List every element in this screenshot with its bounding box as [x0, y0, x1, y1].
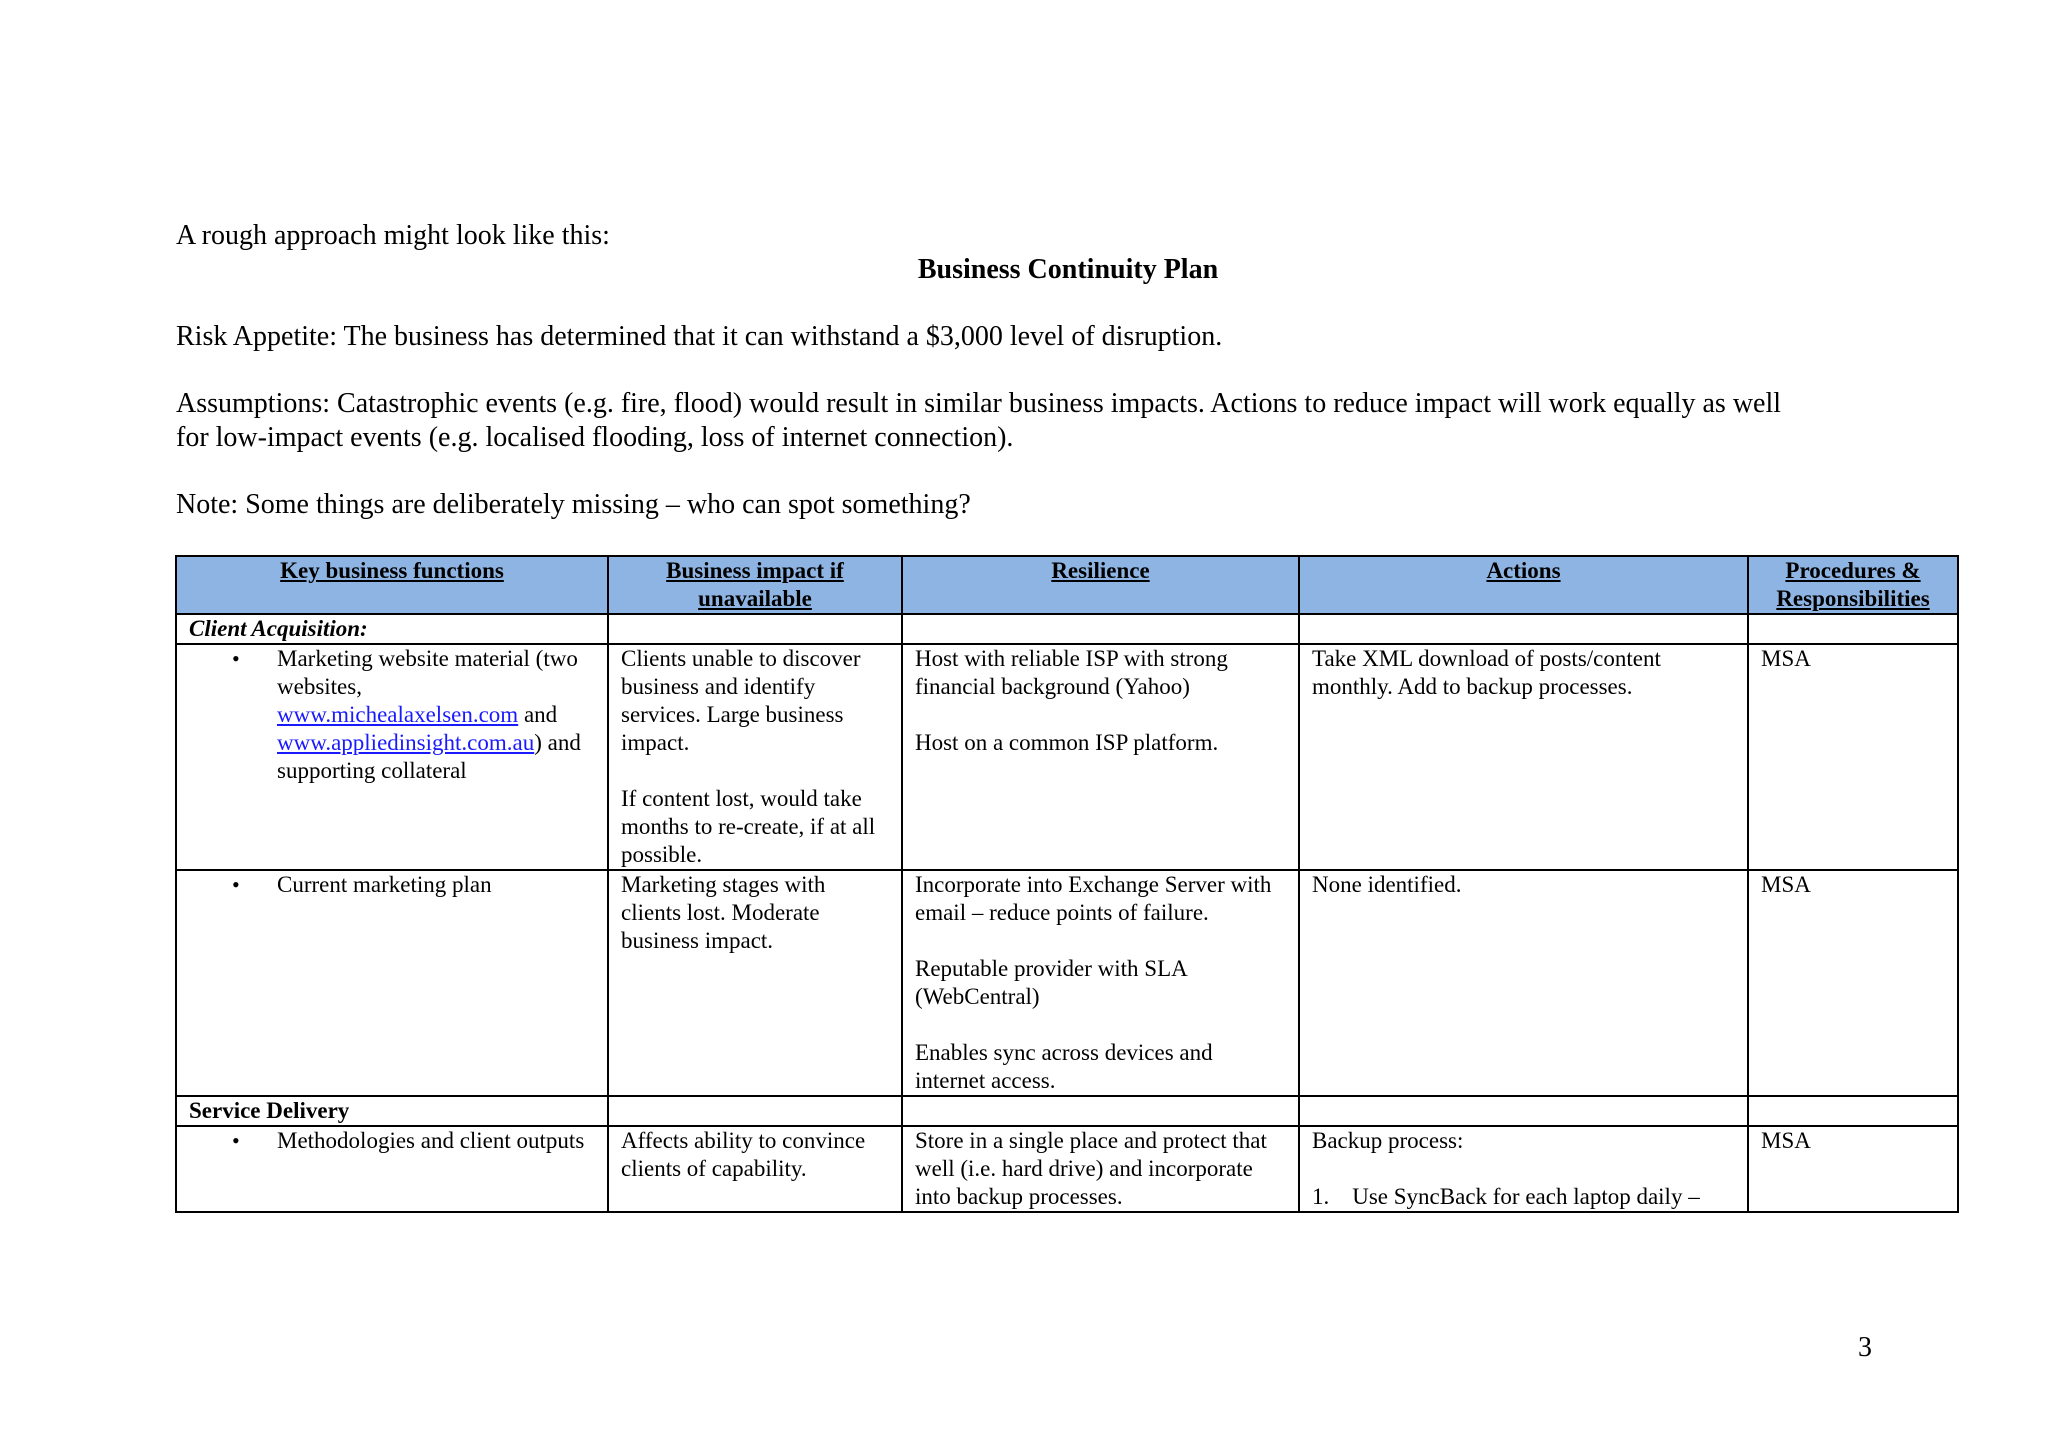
procedures-cell: MSA: [1748, 644, 1958, 870]
resilience-paragraph-2: Reputable provider with SLA (WebCentral): [915, 956, 1187, 1009]
actions-cell: None identified.: [1299, 870, 1748, 1096]
assumptions-line-2: for low-impact events (e.g. localised flooding, loss of internet connection).: [176, 422, 1014, 453]
procedures-cell: MSA: [1748, 1126, 1958, 1212]
page-number: 3: [1858, 1332, 1872, 1363]
impact-cell: [608, 644, 902, 870]
function-text: [227, 645, 595, 785]
table-row: [176, 644, 1958, 870]
empty-cell: [1748, 614, 1958, 644]
empty-cell: [608, 1096, 902, 1126]
table-row: [176, 870, 1958, 1096]
function-text-end: ) and supporting collateral: [277, 730, 581, 783]
bullet-icon: •: [232, 872, 240, 897]
function-text: Current marketing plan: [277, 872, 492, 897]
empty-cell: [1299, 1096, 1748, 1126]
resilience-paragraph-1: Host with reliable ISP with strong financial background (Yahoo): [915, 646, 1228, 699]
table-row: [176, 1126, 1958, 1212]
section-row-service-delivery: [176, 1096, 1958, 1126]
impact-cell: Affects ability to convince clients of capability.: [608, 1126, 902, 1212]
resilience-paragraph-1: Incorporate into Exchange Server with email – reduce points of failure.: [915, 872, 1272, 925]
header-business-impact: Business impact if unavailable: [608, 556, 902, 614]
resilience-paragraph-3: Enables sync across devices and internet access.: [915, 1040, 1213, 1093]
assumptions-line-1: Assumptions: Catastrophic events (e.g. fire, flood) would result in similar business impacts. Actions to reduce impact will work equally as well: [176, 388, 1782, 419]
section-label-client-acquisition: Client Acquisition:: [176, 614, 608, 644]
header-procedures-responsibilities: Procedures & Responsibilities: [1748, 556, 1958, 614]
document-title: Business Continuity Plan: [917, 254, 1219, 285]
bullet-icon: •: [232, 646, 240, 671]
and-text: and: [523, 702, 558, 727]
header-key-business-functions: Key business functions: [176, 556, 608, 614]
section-label-service-delivery: Service Delivery: [176, 1096, 608, 1126]
function-cell-marketing-website: [176, 644, 608, 870]
resilience-cell: [902, 870, 1299, 1096]
header-actions: Actions: [1299, 556, 1748, 614]
actions-paragraph-2: 1. Use SyncBack for each laptop daily –: [1312, 1184, 1700, 1209]
resilience-cell: [902, 644, 1299, 870]
function-cell-methodologies: [176, 1126, 608, 1212]
continuity-plan-table: [175, 555, 1959, 1213]
actions-paragraph-1: Backup process:: [1312, 1128, 1464, 1153]
resilience-cell: Store in a single place and protect that well (i.e. hard drive) and incorporate into backup processes.: [902, 1126, 1299, 1212]
actions-cell: [1299, 1126, 1748, 1212]
function-cell-marketing-plan: [176, 870, 608, 1096]
actions-cell: Take XML download of posts/content monthly. Add to backup processes.: [1299, 644, 1748, 870]
impact-paragraph-2: If content lost, would take months to re-create, if at all possible.: [621, 786, 876, 867]
note-paragraph: Note: Some things are deliberately missing – who can spot something?: [176, 489, 971, 520]
section-row-client-acquisition: [176, 614, 1958, 644]
impact-paragraph-1: Clients unable to discover business and identify services. Large business impact.: [621, 646, 861, 755]
procedures-cell: MSA: [1748, 870, 1958, 1096]
risk-appetite-paragraph: Risk Appetite: The business has determined that it can withstand a $3,000 level of disruption.: [176, 321, 1223, 352]
function-text-start: Marketing website material (two websites,: [277, 646, 578, 699]
header-resilience: Resilience: [902, 556, 1299, 614]
assumptions-paragraph: [176, 387, 1976, 455]
empty-cell: [1748, 1096, 1958, 1126]
empty-cell: [1299, 614, 1748, 644]
empty-cell: [608, 614, 902, 644]
empty-cell: [902, 1096, 1299, 1126]
function-text: Methodologies and client outputs: [277, 1128, 585, 1153]
website-link-appliedinsight[interactable]: www.appliedinsight.com.au: [277, 730, 535, 755]
website-link-michealaxelsen[interactable]: www.michealaxelsen.com: [277, 702, 519, 727]
intro-text: A rough approach might look like this:: [176, 220, 610, 251]
empty-cell: [902, 614, 1299, 644]
impact-cell: Marketing stages with clients lost. Moderate business impact.: [608, 870, 902, 1096]
resilience-paragraph-2: Host on a common ISP platform.: [915, 730, 1219, 755]
bullet-icon: •: [232, 1128, 240, 1153]
table-header-row: [176, 556, 1958, 614]
